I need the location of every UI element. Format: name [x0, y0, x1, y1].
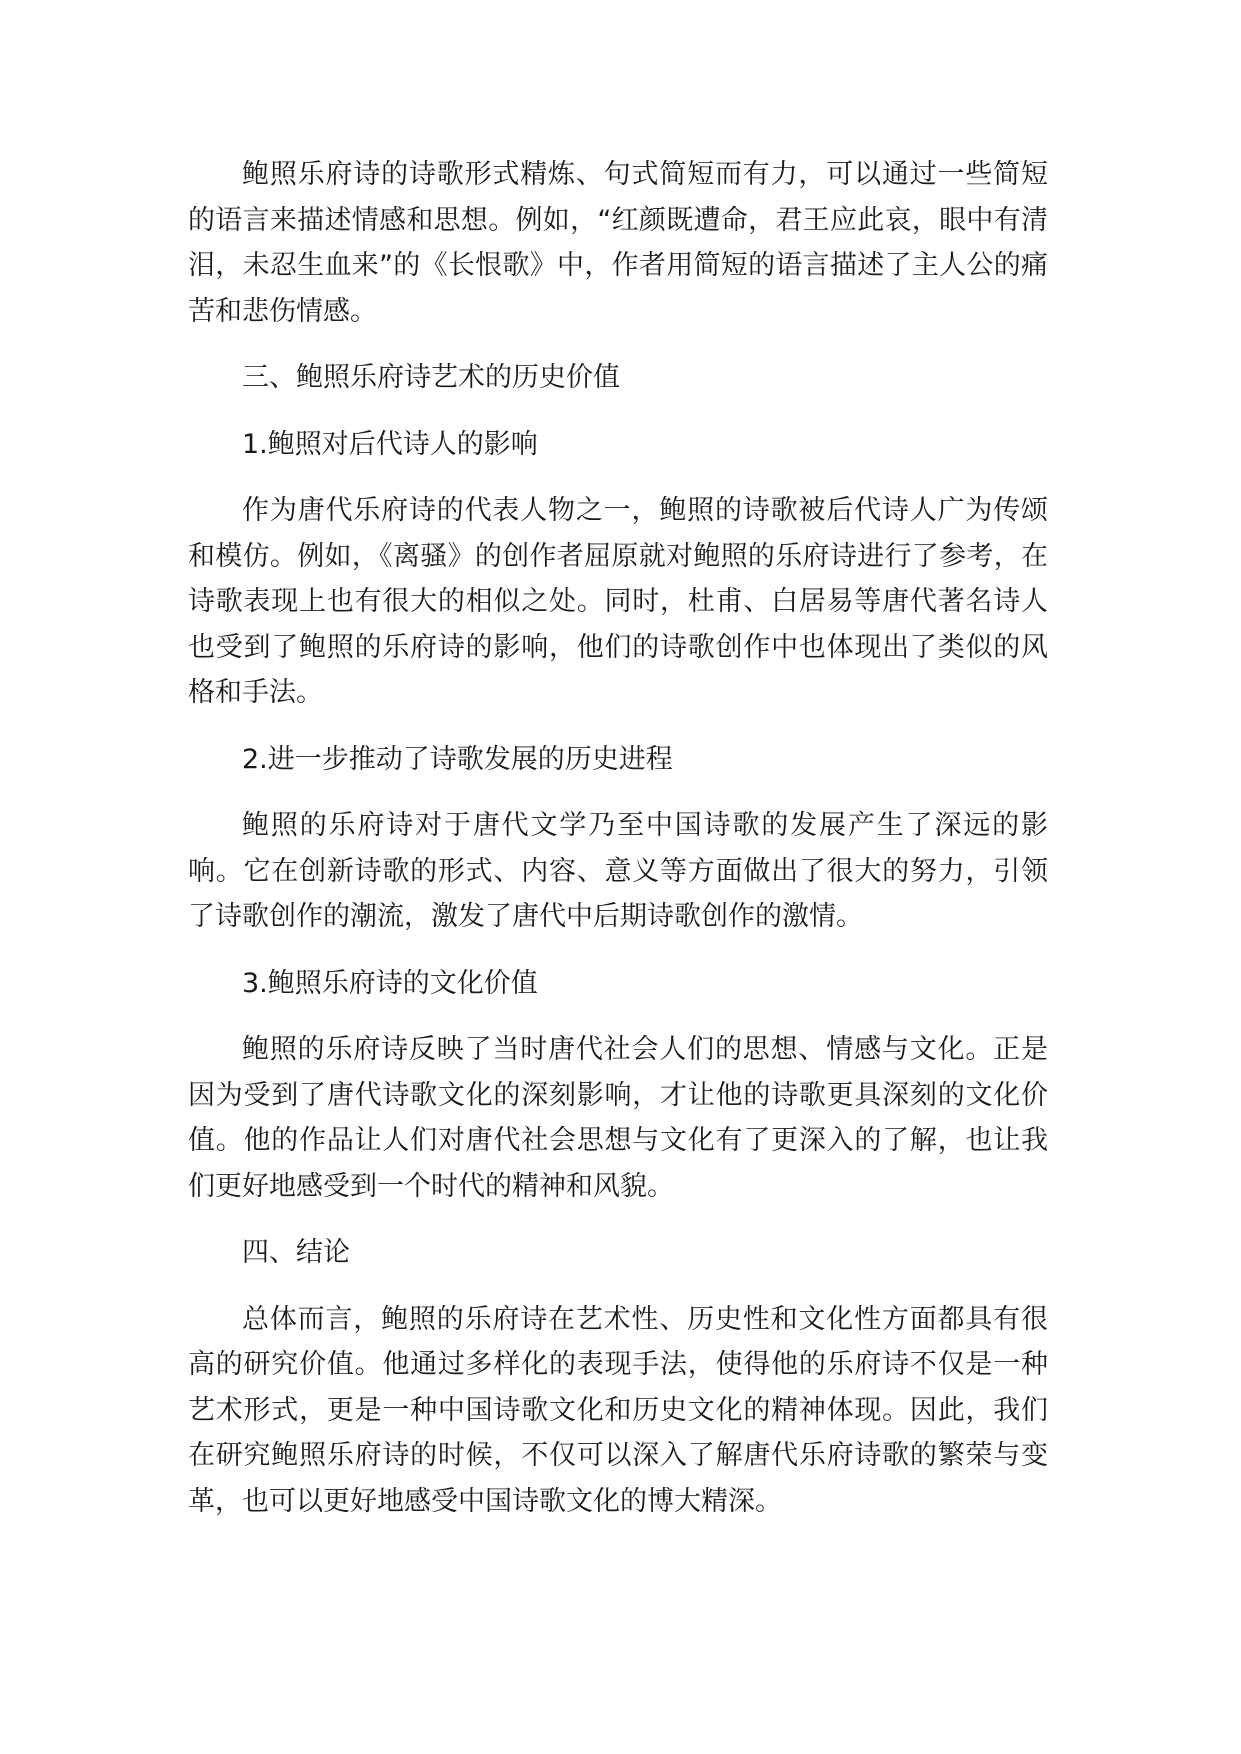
paragraph-influence: 作为唐代乐府诗的代表人物之一，鲍照的诗歌被后代诗人广为传颂和模仿。例如，《离骚》的创作者屈原就对鲍照的乐府诗进行了参考，在诗歌表现上也有很大的相似之处。同时，杜甫、白居易等唐代著名诗人也受到了鲍照的乐府诗的影响，他们的诗歌创作中也体现出了类似的风格和手法。 [188, 495, 1048, 708]
subheading-3-2: 2.进一步推动了诗歌发展的历史进程 [242, 743, 673, 775]
section-heading-4: 四、结论 [242, 1237, 350, 1268]
section-heading-3: 三、鲍照乐府诗艺术的历史价值 [242, 362, 620, 393]
subheading-3-3: 3.鲍照乐府诗的文化价值 [242, 967, 538, 999]
document-body [188, 152, 1048, 1545]
paragraph-form-concise: 鲍照乐府诗的诗歌形式精炼、句式简短而有力，可以通过一些简短的语言来描述情感和思想。例如，“红颜既遭命，君王应此哀，眼中有清泪，未忍生血来”的《长恨歌》中，作者用简短的语言描述了主人公的痛苦和悲伤情感。 [188, 159, 1048, 327]
paragraph-conclusion: 总体而言，鲍照的乐府诗在艺术性、历史性和文化性方面都具有很高的研究价值。他通过多样化的表现手法，使得他的乐府诗不仅是一种艺术形式，更是一种中国诗歌文化和历史文化的精神体现。因此，我们在研究鲍照乐府诗的时候，不仅可以深入了解唐代乐府诗歌的繁荣与变革，也可以更好地感受中国诗歌文化的博大精深。 [188, 1303, 1048, 1517]
paragraph-development: 鲍照的乐府诗对于唐代文学乃至中国诗歌的发展产生了深远的影响。它在创新诗歌的形式、内容、意义等方面做出了很大的努力，引领了诗歌创作的潮流，激发了唐代中后期诗歌创作的激情。 [188, 810, 1048, 932]
subheading-3-1: 1.鲍照对后代诗人的影响 [242, 428, 538, 460]
paragraph-culture: 鲍照的乐府诗反映了当时唐代社会人们的思想、情感与文化。正是因为受到了唐代诗歌文化的深刻影响，才让他的诗歌更具深刻的文化价值。他的作品让人们对唐代社会思想与文化有了更深入的了解，也让我们更好地感受到一个时代的精神和风貌。 [188, 1034, 1048, 1202]
